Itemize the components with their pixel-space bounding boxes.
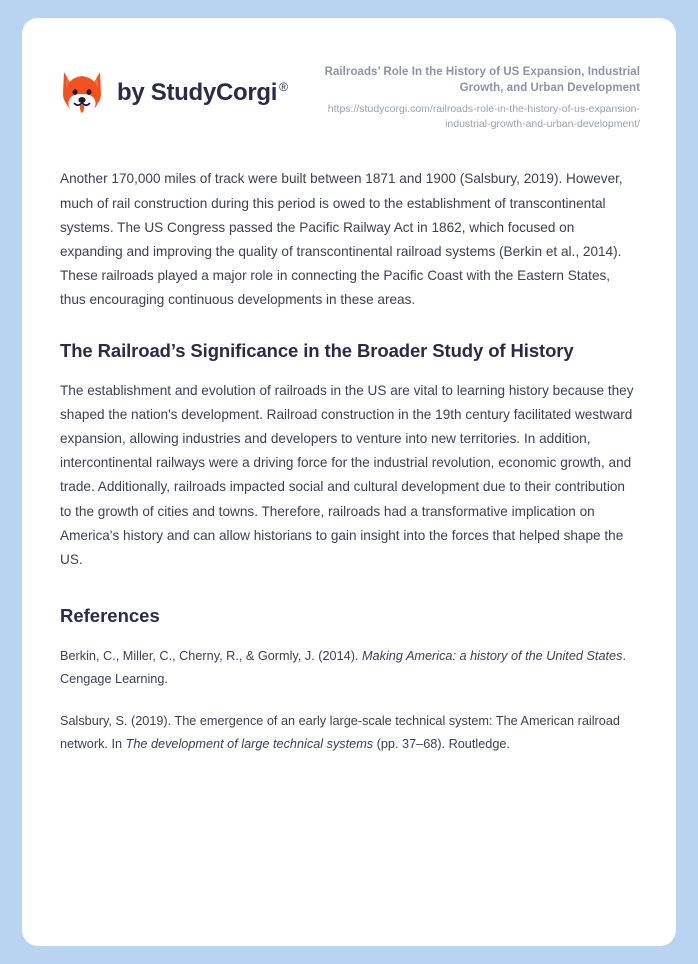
document-page: [22, 18, 676, 946]
document-header: [22, 18, 676, 131]
registered-trademark-icon: ®: [279, 80, 288, 94]
brand-wordmark: [117, 79, 288, 107]
document-url[interactable]: https://studycorgi.com/railroads-role-in-the-history-of-us-expansion-industrial-growth-and-urban-development/: [327, 102, 640, 130]
document-title: Railroads’ Role In the History of US Expansion, Industrial Growth, and Urban Development: [324, 66, 640, 95]
reference-title: Making America: a history of the United States: [361, 649, 623, 664]
document-meta: [300, 62, 640, 131]
studycorgi-branding: [58, 62, 288, 118]
reference-title: The development of large technical systems: [125, 736, 374, 751]
brand-name-text: by StudyCorgi: [117, 79, 278, 106]
corgi-face-icon: [58, 68, 106, 118]
section-paragraph: The establishment and evolution of railroads in the US are vital to learning history because they shaped the nation's development. Railroad construction in the 19th century facilitated westward expansion, allowing industries and developers to venture into new territories. In addition, intercontinental railways were a driving force for the industrial revolution, economic growth, and trade. Additionally, railroads impacted social and cultural development due to their contribution to the growth of cities and towns. Therefore, railroads had a transformative implication on America's history and can allow historians to gain insight into the forces that helped shape the US.: [60, 382, 634, 567]
references-list: [60, 645, 638, 756]
reference-item: [60, 645, 638, 691]
intro-paragraph: Another 170,000 miles of track were built between 1871 and 1900 (Salsbury, 2019). However, much of rail construction during this period is owed to the establishment of transcontinental systems. The US Congress passed the Pacific Railway Act in 1862, which focused on expanding and improving the quality of transcontinental railroad systems (Berkin et al., 2014). These railroads played a major role in connecting the Pacific Coast with the Eastern States, thus encouraging continuous developments in these areas.: [60, 171, 623, 308]
reference-suffix: . Cengage Learning.: [60, 649, 626, 687]
reference-prefix: Berkin, C., Miller, C., Cherny, R., & Gormly, J. (2014).: [60, 649, 362, 664]
reference-prefix: Salsbury, S. (2019). The emergence of an early large-scale technical system: The American railroad network. In: [60, 713, 620, 751]
reference-suffix: (pp. 37–68). Routledge.: [373, 736, 510, 751]
section-heading: The Railroad’s Significance in the Broader Study of History: [60, 339, 574, 361]
reference-item: [60, 710, 638, 756]
references-heading: References: [60, 605, 160, 627]
document-body: [22, 167, 676, 756]
